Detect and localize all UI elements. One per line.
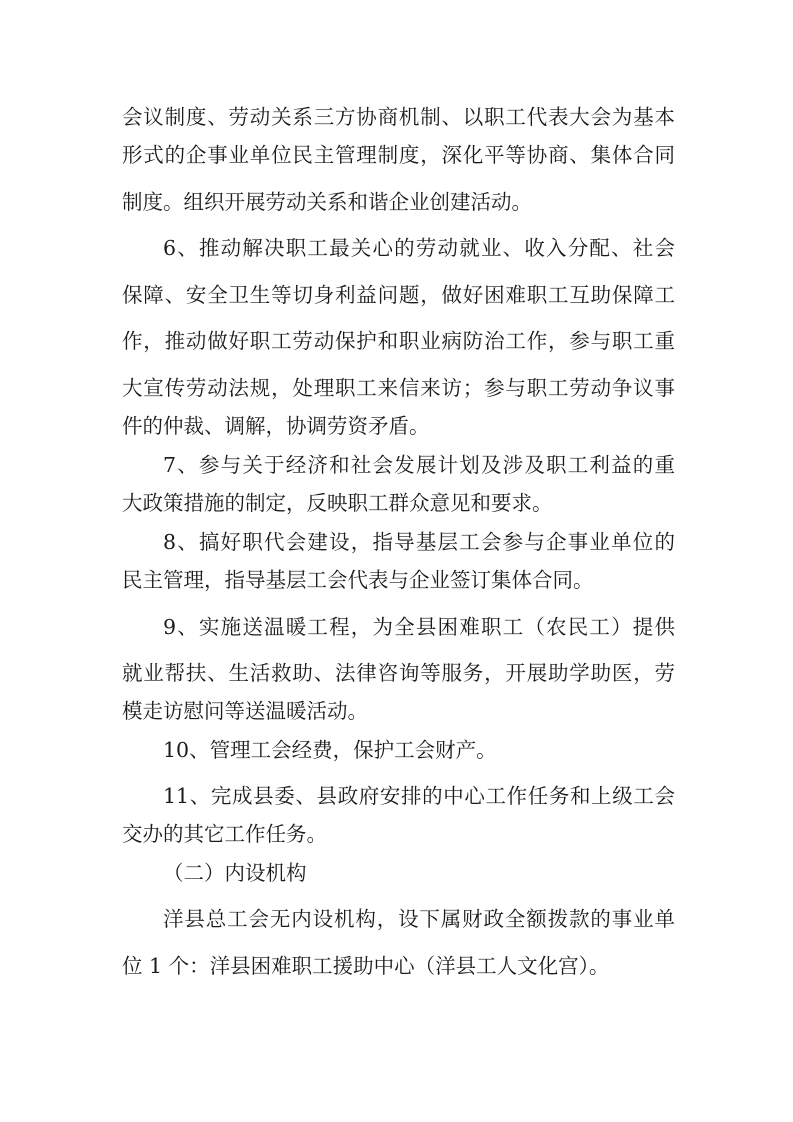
item-11-line-1: 11、完成县委、县政府安排的中心工作任务和上级工会 <box>163 784 675 808</box>
section-heading-internal-structure: （二）内设机构 <box>163 861 307 885</box>
internal-structure-line-2: 位 1 个：洋县困难职工援助中心（洋县工人文化宫）。 <box>122 954 610 978</box>
item-6-line-2: 保障、安全卫生等切身利益问题，做好困难职工互助保障工 <box>122 283 675 307</box>
item-11-line-2: 交办的其它工作任务。 <box>122 822 327 846</box>
internal-structure-line-1: 洋县总工会无内设机构，设下属财政全额拨款的事业单 <box>163 907 675 931</box>
item-6-line-3: 作，推动做好职工劳动保护和职业病防治工作，参与职工重 <box>122 329 675 353</box>
item-8-line-2: 民主管理，指导基层工会代表与企业签订集体合同。 <box>122 568 594 592</box>
item-7-line-2: 大政策措施的制定，反映职工群众意见和要求。 <box>122 491 553 515</box>
item-9-line-2: 就业帮扶、生活救助、法律咨询等服务，开展助学助医，劳 <box>122 661 675 685</box>
item-7-line-1: 7、参与关于经济和社会发展计划及涉及职工利益的重 <box>163 453 675 477</box>
paragraph-5-line-1: 会议制度、劳动关系三方协商机制、以职工代表大会为基本 <box>122 105 675 129</box>
item-9-line-1: 9、实施送温暖工程，为全县困难职工（农民工）提供 <box>163 615 675 639</box>
item-8-line-1: 8、搞好职代会建设，指导基层工会参与企事业单位的 <box>163 530 675 554</box>
item-6-line-5: 件的仲裁、调解，协调劳资矛盾。 <box>122 414 430 438</box>
item-6-line-1: 6、推动解决职工最关心的劳动就业、收入分配、社会 <box>163 236 675 260</box>
item-10-line-1: 10、管理工会经费，保护工会财产。 <box>163 738 497 762</box>
item-9-line-3: 模走访慰问等送温暖活动。 <box>122 699 368 723</box>
paragraph-5-line-3: 制度。组织开展劳动关系和谐企业创建活动。 <box>122 190 532 214</box>
item-6-line-4: 大宣传劳动法规，处理职工来信来访；参与职工劳动争议事 <box>122 376 675 400</box>
paragraph-5-line-2: 形式的企事业单位民主管理制度，深化平等协商、集体合同 <box>122 143 675 167</box>
